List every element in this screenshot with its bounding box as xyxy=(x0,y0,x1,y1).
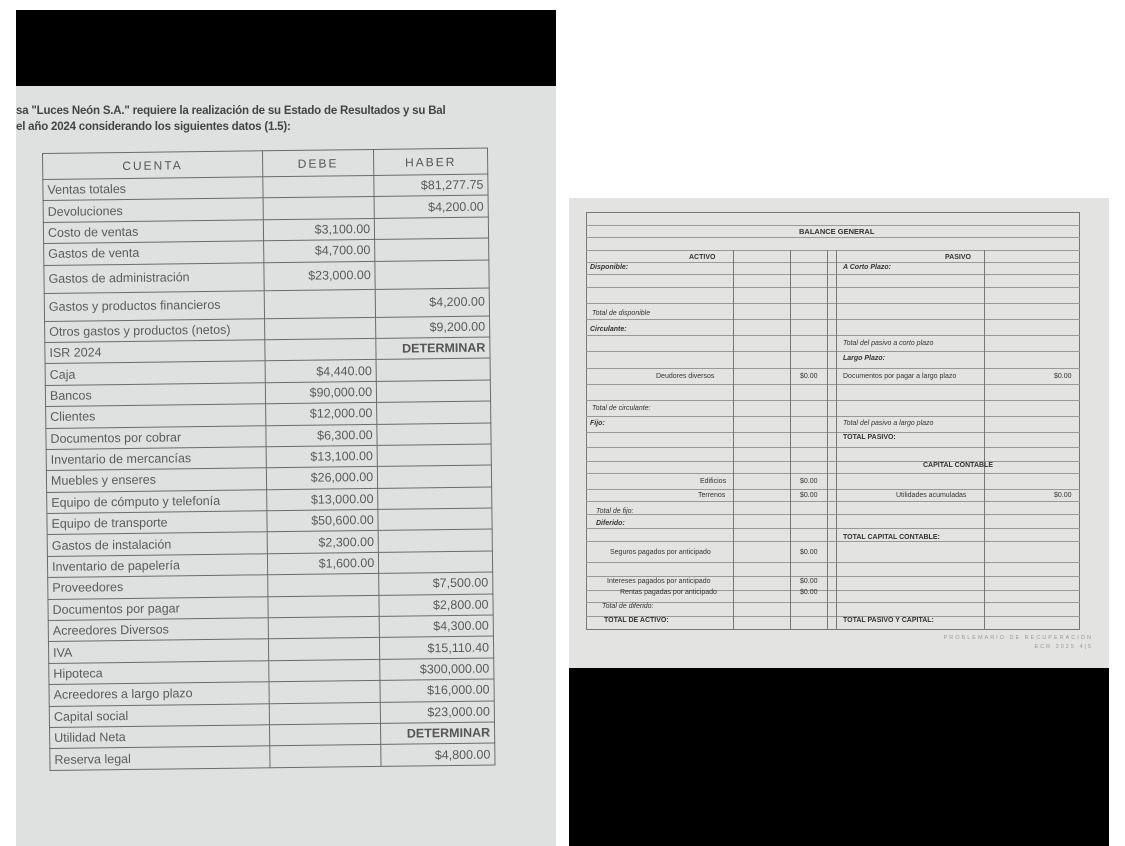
cuenta-cell: Gastos y productos financieros xyxy=(44,290,264,321)
haber-cell: $9,200.00 xyxy=(376,316,490,339)
header-cuenta: CUENTA xyxy=(43,151,263,180)
debe-cell: $3,100.00 xyxy=(263,218,375,241)
debe-cell: $90,000.00 xyxy=(265,381,377,404)
total-diferido: Total de diferido: xyxy=(602,603,654,610)
intro-line-2: el año 2024 considerando los siguientes datos (1.5): xyxy=(16,121,291,133)
documentos-largo-label: Documentos por pagar a largo plazo xyxy=(843,373,957,380)
haber-cell xyxy=(378,508,492,531)
seguros-value: $0.00 xyxy=(800,549,818,556)
balance-sheet-form xyxy=(569,198,1109,668)
debe-cell xyxy=(268,638,380,661)
debe-cell xyxy=(264,289,376,318)
largo-plazo-label: Largo Plazo: xyxy=(843,355,886,362)
disponible-label: Disponible: xyxy=(590,264,629,271)
debe-cell: $50,600.00 xyxy=(267,509,379,532)
debe-cell xyxy=(264,317,376,340)
right-photo xyxy=(569,198,1109,846)
cuenta-cell: Hipoteca xyxy=(49,661,269,685)
haber-cell: $81,277.75 xyxy=(374,174,488,197)
debe-cell xyxy=(269,745,381,768)
cuenta-cell: Acreedores a largo plazo xyxy=(49,682,269,706)
rentas-label: Rentas pagadas por anticipado xyxy=(620,589,717,596)
total-pasivo-capital: TOTAL PASIVO Y CAPITAL: xyxy=(843,617,934,624)
cuenta-cell: Bancos xyxy=(45,383,265,407)
cuenta-cell: Capital social xyxy=(49,703,269,727)
footer-line-2: ECR 2025 4|5 xyxy=(1034,644,1093,650)
haber-cell xyxy=(377,380,491,403)
cuenta-cell: Gastos de instalación xyxy=(47,532,267,556)
deudores-diversos-label: Deudores diversos xyxy=(656,373,715,380)
debe-cell xyxy=(268,659,380,682)
haber-cell xyxy=(377,401,491,424)
deudores-diversos-value: $0.00 xyxy=(800,373,818,380)
haber-cell: $4,200.00 xyxy=(375,288,489,317)
cuenta-cell: IVA xyxy=(48,639,268,663)
seguros-label: Seguros pagados por anticipado xyxy=(610,549,711,556)
debe-cell: $23,000.00 xyxy=(264,261,376,290)
header-haber: HABER xyxy=(374,148,488,175)
cuenta-cell: Inventario de papelería xyxy=(47,554,267,578)
haber-cell xyxy=(375,238,489,261)
diferido-label: Diferido: xyxy=(596,520,625,527)
haber-cell: $16,000.00 xyxy=(380,679,494,702)
total-pasivo-corto: Total del pasivo a corto plazo xyxy=(843,340,934,347)
fijo-label: Fijo: xyxy=(590,420,605,427)
debe-cell xyxy=(269,681,381,704)
debe-cell: $2,300.00 xyxy=(267,531,379,554)
debe-cell xyxy=(269,702,381,725)
footer-line-1: PROBLEMARIO DE RECUPERACIÓN xyxy=(943,635,1093,641)
haber-cell: $4,200.00 xyxy=(374,195,488,218)
ledger-table xyxy=(42,148,496,771)
cuenta-cell: Clientes xyxy=(46,404,266,428)
haber-cell: DETERMINAR xyxy=(376,337,490,360)
cuenta-cell: Muebles y enseres xyxy=(46,468,266,492)
left-photo xyxy=(16,10,556,846)
haber-cell: $4,300.00 xyxy=(379,615,493,638)
utilidades-acumuladas-label: Utilidades acumuladas xyxy=(896,492,967,499)
cuenta-cell: Equipo de cómputo y telefonía xyxy=(47,489,267,513)
haber-cell: $7,500.00 xyxy=(379,572,493,595)
total-circulante: Total de circulante: xyxy=(592,405,651,412)
haber-cell xyxy=(377,423,491,446)
haber-cell: DETERMINAR xyxy=(381,722,495,745)
debe-cell xyxy=(263,197,375,220)
haber-cell: $300,000.00 xyxy=(380,658,494,681)
debe-cell xyxy=(268,616,380,639)
total-pasivo: TOTAL PASIVO: xyxy=(843,434,896,441)
cuenta-cell: ISR 2024 xyxy=(45,340,265,364)
cuenta-cell: Equipo de transporte xyxy=(47,511,267,535)
circulante-label: Circulante: xyxy=(590,326,627,333)
intereses-label: Intereses pagados por anticipado xyxy=(607,578,711,585)
corto-plazo-label: A Corto Plazo: xyxy=(843,264,891,271)
cuenta-cell: Gastos de administración xyxy=(44,262,264,293)
haber-cell xyxy=(376,358,490,381)
debe-cell: $6,300.00 xyxy=(266,424,378,447)
footer-brand xyxy=(944,634,1093,652)
pasivo-heading: PASIVO xyxy=(945,254,971,261)
haber-cell: $4,800.00 xyxy=(381,743,495,766)
black-margin-top xyxy=(16,10,556,86)
cuenta-cell: Acreedores Diversos xyxy=(48,618,268,642)
header-debe: DEBE xyxy=(262,149,374,176)
cuenta-cell: Inventario de mercancías xyxy=(46,447,266,471)
ledger-body xyxy=(43,174,495,770)
activo-heading: ACTIVO xyxy=(689,254,716,261)
cuenta-cell: Proveedores xyxy=(48,575,268,599)
haber-cell xyxy=(378,465,492,488)
debe-cell: $13,100.00 xyxy=(266,445,378,468)
haber-cell xyxy=(378,487,492,510)
edificios-value: $0.00 xyxy=(800,478,818,485)
cuenta-cell: Ventas totales xyxy=(43,177,263,201)
rentas-value: $0.00 xyxy=(800,589,818,596)
documentos-largo-value: $0.00 xyxy=(1054,373,1072,380)
haber-cell xyxy=(378,529,492,552)
haber-cell xyxy=(379,551,493,574)
total-disponible: Total de disponible xyxy=(592,310,651,317)
debe-cell: $4,440.00 xyxy=(265,360,377,383)
edificios-label: Edificios xyxy=(700,478,727,485)
cuenta-cell: Utilidad Neta xyxy=(50,725,270,749)
cuenta-cell: Caja xyxy=(45,361,265,385)
haber-cell: $15,110.40 xyxy=(380,636,494,659)
total-activo: TOTAL DE ACTIVO: xyxy=(604,617,669,624)
cuenta-cell: Reserva legal xyxy=(50,746,270,770)
balance-title: BALANCE GENERAL xyxy=(799,227,875,236)
table-row xyxy=(50,743,495,770)
intro-line-1: sa "Luces Neón S.A." requiere la realización de su Estado de Resultados y su Bal xyxy=(16,105,446,117)
haber-cell xyxy=(377,444,491,467)
total-fijo: Total de fijo: xyxy=(596,508,634,515)
debe-cell xyxy=(268,595,380,618)
debe-cell xyxy=(264,338,376,361)
cuenta-cell: Documentos por cobrar xyxy=(46,425,266,449)
cuenta-cell: Devoluciones xyxy=(43,198,263,222)
haber-cell: $23,000.00 xyxy=(380,701,494,724)
haber-cell xyxy=(375,260,489,289)
debe-cell: $26,000.00 xyxy=(266,467,378,490)
cuenta-cell: Gastos de venta xyxy=(44,241,264,265)
capital-contable-heading: CAPITAL CONTABLE xyxy=(923,462,993,469)
debe-cell: $13,000.00 xyxy=(266,488,378,511)
cuenta-cell: Documentos por pagar xyxy=(48,596,268,620)
debe-cell: $1,600.00 xyxy=(267,552,379,575)
debe-cell xyxy=(262,175,374,198)
utilidades-acumuladas-value: $0.00 xyxy=(1054,492,1072,499)
debe-cell: $12,000.00 xyxy=(265,403,377,426)
debe-cell xyxy=(269,723,381,746)
cuenta-cell: Costo de ventas xyxy=(43,220,263,244)
debe-cell: $4,700.00 xyxy=(263,240,375,263)
total-pasivo-largo: Total del pasivo a largo plazo xyxy=(843,420,934,427)
cuenta-cell: Otros gastos y productos (netos) xyxy=(45,318,265,342)
intereses-value: $0.00 xyxy=(800,578,818,585)
terrenos-label: Terrenos xyxy=(698,492,726,499)
terrenos-value: $0.00 xyxy=(800,492,818,499)
haber-cell: $2,800.00 xyxy=(379,594,493,617)
intro-text xyxy=(16,103,556,135)
total-capital-contable: TOTAL CAPITAL CONTABLE: xyxy=(843,534,940,541)
haber-cell xyxy=(375,217,489,240)
debe-cell xyxy=(267,574,379,597)
